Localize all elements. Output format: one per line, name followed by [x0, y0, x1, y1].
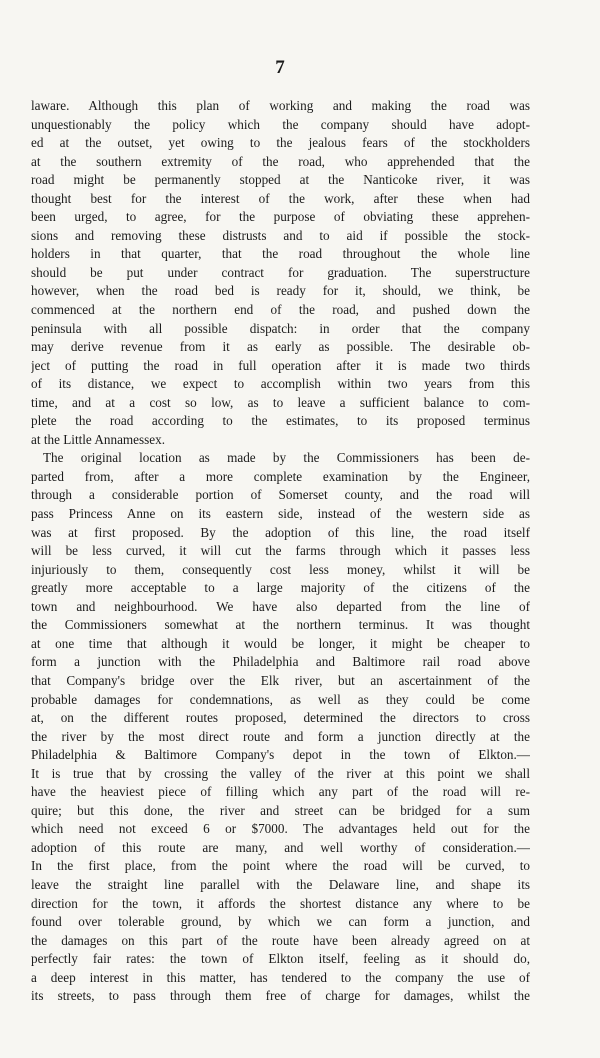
text-line: the damages on this part of the route have been already agreed on at	[31, 932, 530, 948]
text-line: a deep interest in this matter, has tendered to the company the use of	[31, 969, 530, 985]
text-line: form a junction with the Philadelphia and Baltimore rail road above	[31, 654, 530, 670]
text-line: at one time that although it would be longer, it might be cheaper to	[31, 635, 530, 651]
text-line: greatly more acceptable to a large majority of the citizens of the	[31, 580, 530, 596]
text-line: been urged, to agree, for the purpose of obviating these apprehen-	[31, 209, 530, 225]
text-line: have the heaviest piece of filling which any part of the road will re-	[31, 784, 530, 800]
text-line: road might be permanently stopped at the Nanticoke river, it was	[31, 172, 530, 188]
text-line: of its distance, we expect to accomplish within two years from this	[31, 376, 530, 392]
text-line: the Commissioners somewhat at the northern terminus. It was thought	[31, 617, 530, 633]
text-line: that Company's bridge over the Elk river, but an ascertainment of the	[31, 672, 530, 688]
text-line: laware. Although this plan of working and making the road was	[31, 98, 530, 113]
paragraph	[31, 449, 530, 1005]
text-line: found over tolerable ground, by which we can form a junction, and	[31, 914, 530, 930]
text-line: town and neighbourhood. We have also departed from the line of	[31, 598, 530, 614]
text-line: should be put under contract for graduation. The superstructure	[31, 264, 530, 280]
text-line: was at first proposed. By the adoption of this line, the road itself	[31, 524, 530, 540]
text-line: time, and at a cost so low, as to leave a sufficient balance to com-	[31, 394, 530, 410]
text-line: ject of putting the road in full operation after it is made two thirds	[31, 357, 530, 373]
text-line: injuriously to them, consequently cost less money, whilst it will be	[31, 561, 530, 577]
page-number: 7	[275, 57, 286, 78]
text-line: however, when the road bed is ready for it, should, we think, be	[31, 283, 530, 299]
text-line: direction for the town, it affords the shortest distance any where to be	[31, 895, 530, 911]
text-line: pass Princess Anne on its eastern side, instead of the western side as	[31, 506, 530, 522]
text-line: The original location as made by the Commissioners has been de-	[43, 450, 530, 466]
text-line: at the Little Annamessex.	[31, 431, 166, 447]
text-line: parted from, after a more complete examination by the Engineer,	[31, 468, 530, 484]
text-line: at, on the different routes proposed, determined the directors to cross	[31, 710, 530, 726]
text-line: sions and removing these distrusts and to aid if possible the stock-	[31, 227, 530, 243]
text-line: quire; but this done, the river and street can be bridged for a sum	[31, 802, 530, 818]
text-line: at the southern extremity of the road, who apprehended that the	[31, 153, 530, 169]
text-line: In the first place, from the point where the road will be curved, to	[31, 858, 530, 874]
text-line: through a considerable portion of Somerset county, and the road will	[31, 487, 530, 503]
text-line: plete the road according to the estimates, to its proposed terminus	[31, 413, 530, 429]
text-line: peninsula with all possible dispatch: in order that the company	[31, 320, 530, 336]
text-line: probable damages for condemnations, as well as they could be come	[31, 691, 530, 707]
text-line: Philadelphia & Baltimore Company's depot in the town of Elkton.—	[31, 747, 530, 763]
paragraph	[31, 97, 530, 449]
text-line: thought best for the interest of the work, after these when had	[31, 190, 530, 206]
text-line: holders in that quarter, that the road throughout the whole line	[31, 246, 530, 262]
text-line: the river by the most direct route and form a junction directly at the	[31, 728, 530, 744]
text-line: may derive revenue from it as early as possible. The desirable ob-	[31, 339, 530, 355]
text-line: adoption of this route are many, and well worthy of consideration.—	[31, 839, 530, 855]
text-line: unquestionably the policy which the company should have adopt-	[31, 116, 530, 132]
text-line: It is true that by crossing the valley of the river at this point we shall	[31, 765, 530, 781]
text-line: will be less curved, it will cut the farms through which it passes less	[31, 543, 530, 559]
text-line: leave the straight line parallel with the Delaware line, and shape its	[31, 876, 530, 892]
text-line: perfectly fair rates: the town of Elkton itself, feeling as it should do,	[31, 951, 530, 967]
text-line: ed at the outset, yet owing to the jealous fears of the stockholders	[31, 135, 530, 151]
text-line: commenced at the northern end of the road, and pushed down the	[31, 302, 530, 318]
text-line: which need not exceed 6 or $7000. The advantages held out for the	[31, 821, 530, 837]
text-line: its streets, to pass through them free of charge for damages, whilst the	[31, 988, 530, 1004]
body-text	[31, 97, 530, 1006]
